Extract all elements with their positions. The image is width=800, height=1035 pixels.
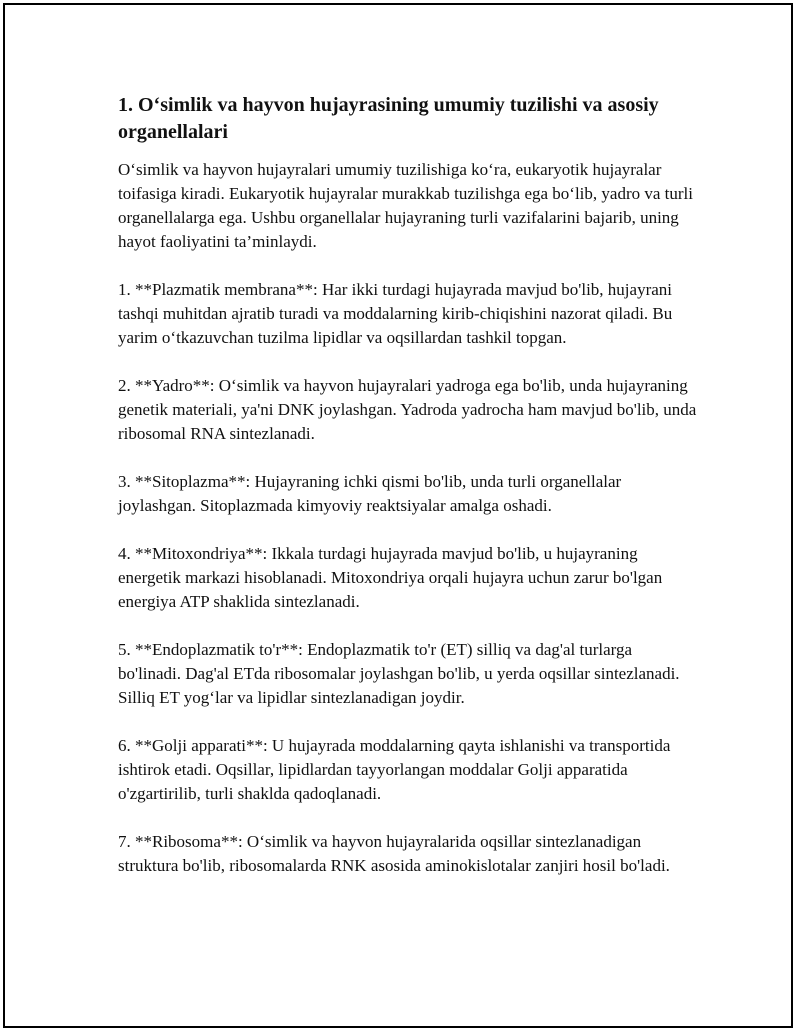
organelle-ribosome: 7. **Ribosoma**: O‘simlik va hayvon hujayralarida oqsillar sintezlanadigan struktura bo'lib, ribosomalarda RNK asosida aminokislotalar zanjiri hosil bo'ladi. (118, 832, 670, 875)
organelle-mitochondria: 4. **Mitoxondriya**: Ikkala turdagi hujayrada mavjud bo'lib, u hujayraning energetik markazi hisoblanadi. Mitoxondriya orqali hujayra uchun zarur bo'lgan energiya ATP shaklida sintezlanadi. (118, 544, 663, 611)
intro-paragraph: O‘simlik va hayvon hujayralari umumiy tuzilishiga ko‘ra, eukaryotik hujayralar toifasiga kiradi. Eukaryotik hujayralar murakkab tuzilishga ega bo‘lib, yadro va turli organellalarga ega. Ushbu organellalar hujayraning turli vazifalarini bajarib, uning hayot faoliyatini ta’minlaydi. (118, 160, 693, 251)
document-body (118, 92, 698, 902)
organelle-cytoplasm: 3. **Sitoplazma**: Hujayraning ichki qismi bo'lib, unda turli organellalar joylashgan. Sitoplazmada kimyoviy reaktsiyalar amalga oshadi. (118, 472, 622, 515)
organelle-golgi-apparatus: 6. **Golji apparati**: U hujayrada moddalarning qayta ishlanishi va transportida ishtirok etadi. Oqsillar, lipidlardan tayyorlangan moddalar Golji apparatida o'zgartirilib, turli shaklda qadoqlanadi. (118, 736, 671, 803)
organelle-plasma-membrane: 1. **Plazmatik membrana**: Har ikki turdagi hujayrada mavjud bo'lib, hujayrani tashqi muhitdan ajratib turadi va moddalarning kirib-chiqishini nazorat qiladi. Bu yarim o‘tkazuvchan tuzilma lipidlar va oqsillardan tashkil topgan. (118, 280, 673, 347)
organelle-nucleus: 2. **Yadro**: O‘simlik va hayvon hujayralari yadroga ega bo'lib, unda hujayraning genetik materiali, ya'ni DNK joylashgan. Yadroda yadrocha ham mavjud bo'lib, unda ribosomal RNA sintezlanadi. (118, 376, 697, 443)
organelle-endoplasmic-reticulum: 5. **Endoplazmatik to'r**: Endoplazmatik to'r (ET) silliq va dag'al turlarga bo'linadi. Dag'al ETda ribosomalar joylashgan bo'lib, u yerda oqsillar sintezlanadi. Silliq ET yog‘lar va lipidlar sintezlanadigan joydir. (118, 640, 680, 707)
section-title: 1. O‘simlik va hayvon hujayrasining umumiy tuzilishi va asosiy organellalari (118, 94, 659, 143)
